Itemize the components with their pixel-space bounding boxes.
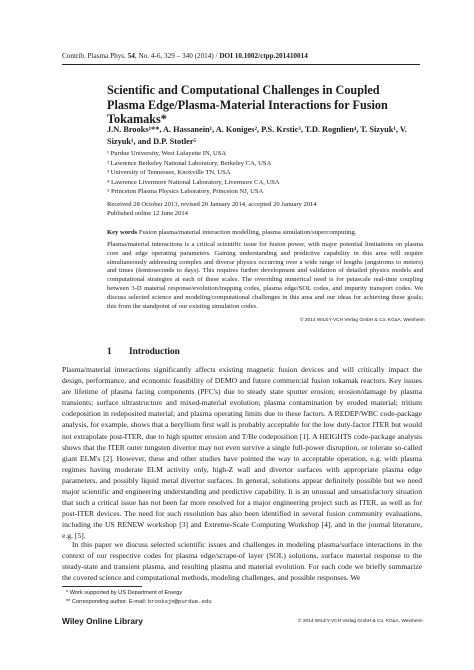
abstract: Plasma/material interactions is a critical scientific issue for fusion power, with major potential limitations on plasma core and edge operating parameters. Gaining understanding and predictive capability in this area will require simultaneously addressing complex and diverse physics occurring over a wide range of lengths (angstroms to meters) and times (femtoseconds to days). This requires further development and validation of detailed physics models and computational strategies at each of these scales. The overriding numerical need is for petascale real-time coupling between 3-D material response/evolution/trapping codes, plasma edge/SOL codes, and impurity transport codes. We discuss selected science and modeling/computational challenges in this area and our ideas for achieving these goals; this from the standpoint of our existing simulation codes.	[107, 241, 423, 310]
header-rule	[62, 64, 420, 65]
journal-issue-pages: , No. 4-6, 329 – 340 (2014) /	[134, 52, 218, 60]
paper-title: Scientific and Computational Challenges in Coupled Plasma Edge/Plasma-Material Interactions for Fusion Tokamaks*	[107, 83, 388, 126]
article-dates	[107, 200, 423, 219]
footnote-text: Corresponding author. E-mail:	[71, 599, 148, 605]
affiliation-item: ⁴ Lawrence Livermore National Laboratory, Livermore CA, USA	[107, 178, 280, 186]
author-list: J.N. Brooks¹**, A. Hassanein¹, A. Koniges², P.S. Krstic³, T.D. Rognlien⁴, T. Sizyuk¹, V. Sizyuk¹, and D.P. Stotler⁵	[107, 125, 407, 146]
journal-volume: 54	[127, 52, 135, 60]
affiliation-list	[107, 149, 423, 197]
keywords-label: Key words	[107, 229, 138, 236]
footnote-corresponding	[66, 598, 212, 605]
footer-copyright: © 2014 WILEY-VCH Verlag GmbH & Co. KGaA, Weinheim	[298, 619, 423, 624]
published-date: Published online 12 June 2014	[107, 210, 188, 218]
footnote-mark: *	[66, 590, 69, 596]
affiliation-item: ³ University of Tennessee, Knoxville TN, USA	[107, 169, 231, 177]
affiliation-item: ¹ Purdue University, West Lafayette IN, USA	[107, 150, 227, 157]
doi-link[interactable]: DOI 10.1002/ctpp.201410014	[219, 52, 308, 60]
section-heading	[107, 347, 180, 357]
affiliation-item: ⁵ Princeton Plasma Physics Laboratory, Princeton NJ, USA	[107, 188, 264, 196]
wiley-online-library-logo[interactable]: Wiley Online Library	[62, 616, 143, 626]
affiliation-item: ² Lawrence Berkeley National Laboratory, Berkeley CA, USA	[107, 159, 272, 167]
abstract-copyright: © 2014 WILEY-VCH Verlag GmbH & Co. KGaA, Weinheim	[300, 318, 425, 323]
footnote-mark: **	[66, 599, 71, 605]
section-title: Introduction	[129, 347, 180, 357]
footnote-rule	[62, 586, 142, 587]
section-number: 1	[107, 347, 112, 357]
journal-name: Contrib. Plasma Phys.	[62, 52, 126, 60]
footnote-text: Work supported by US Department of Energy	[69, 590, 183, 596]
footnote-funding	[66, 590, 182, 596]
author-email-link[interactable]: brooksjn@purdue.edu	[147, 598, 212, 605]
body-paragraph-2: In this paper we discuss selected scientific issues and challenges in modeling plasma/surface interactions in the context of our respective codes for plasma edge/scrape-of layer (SOL) solutions, surface material response to the steady-state and transient plasma, and resulting plasma and material evolution. For each code we briefly summarize the covered science and computational methods, modeling challenges, and possible responses. We	[62, 540, 422, 583]
received-date: Received 28 October 2013, revised 20 January 2014, accepted 20 January 2014	[107, 201, 317, 208]
body-paragraph-1: Plasma/material interactions significantly affects existing magnetic fusion devices and will critically impact the design, performance, and economic feasibility of DEMO and future commercial fusion tokamak reactors. Key issues are lifetime of plasma facing components (PFC's) due to steady state sputter erosion; erosion/damage by plasma transients; surface ultrastructure and mixed-material evolution; plasma contamination by eroded material; tritium codeposition in redeposited material; and plasma operating limits due to these factors. A REDEP/WBC code-package analysis, for example, shows that a beryllium first wall is probably acceptable for the low duty-factor ITER but would not extrapolate post-ITER, due to high sputter erosion and T/Be codeposition [1]. A HEIGHTS code-package analysis shows that the ITER outer tungsten divertor may not even survive a single full-power disruption, or tolerate so-called giant ELM's [2]. However, these and other studies have pointed the way to acceptable operation, e.g. with plasma regimes having moderate ELM activity only, high-Z wall and divertor surfaces with appropriate plasma edge parameters, and possibly liquid metal divertor surfaces. In general, solutions appear definitely possible but we need major scientific and engineering understanding and predictive capability. It is an unusual and unsatisfactory situation that such a critical issue has not been far more resolved for a major engineering project such as ITER, as well as for post-ITER devices. The need for such resolution has also been identified in several fusion community evaluations, including the US RENEW workshop [3] and Extreme-Scale Computing Workshop [4], and in the journal literature, e.g. [5].	[62, 365, 422, 541]
keywords	[107, 229, 423, 236]
keywords-text: Fusion plasma/material interaction modelling, plasma simulation/supercomputing.	[138, 229, 357, 236]
journal-header	[62, 52, 308, 60]
